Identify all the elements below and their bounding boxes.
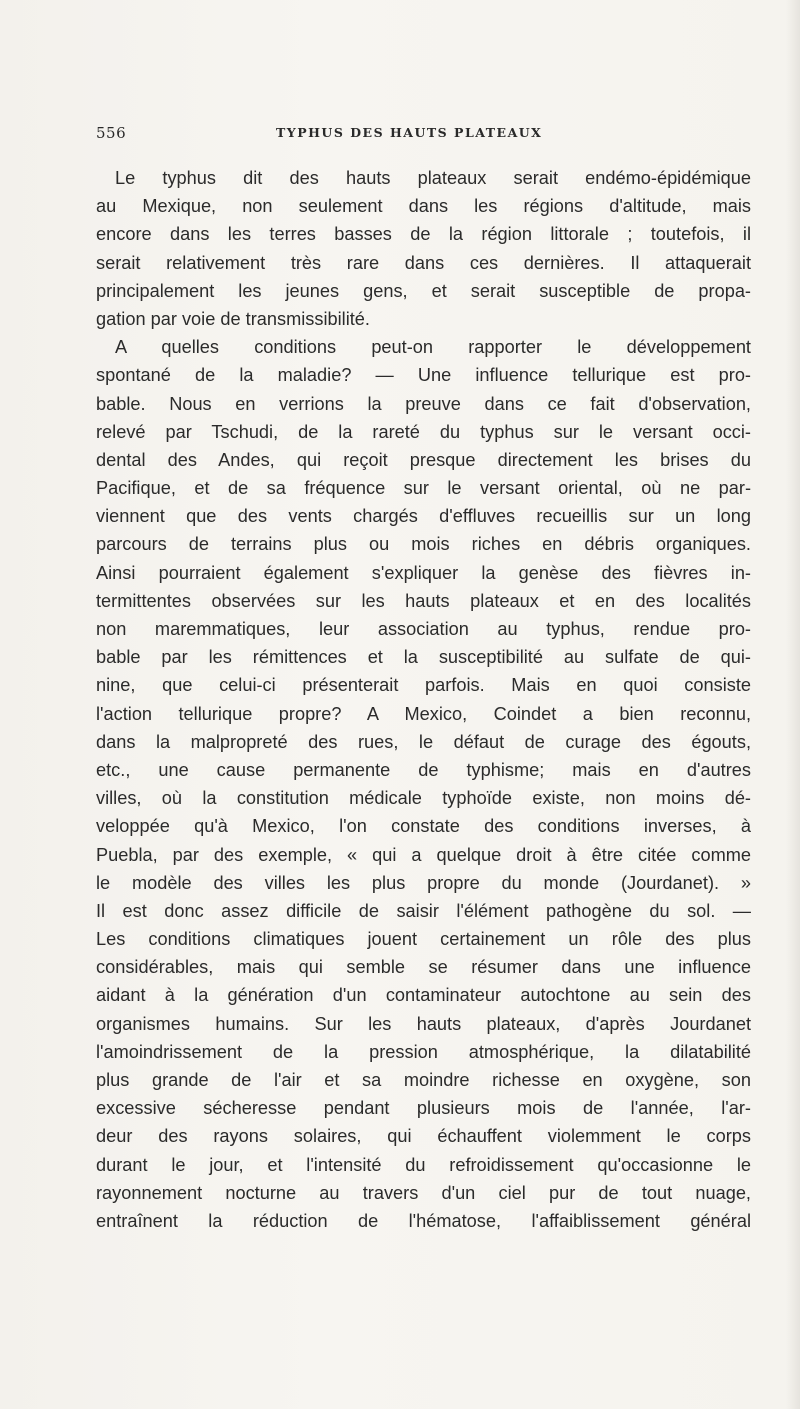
text-line: le modèle des villes les plus propre du monde (Jourdanet). » bbox=[96, 872, 751, 893]
running-title: TYPHUS DES HAUTS PLATEAUX bbox=[276, 125, 543, 140]
text-line: durant le jour, et l'intensité du refroidissement qu'occasionne le bbox=[96, 1154, 751, 1175]
text-line: villes, où la constitution médicale typhoïde existe, non moins dé- bbox=[96, 788, 751, 809]
text-line: considérables, mais qui semble se résumer dans une influence bbox=[96, 957, 751, 978]
text-line: Puebla, par des exemple, « qui a quelque droit à être citée comme bbox=[96, 844, 751, 865]
text-line: excessive sécheresse pendant plusieurs mois de l'année, l'ar- bbox=[96, 1098, 751, 1119]
text-line: viennent que des vents chargés d'effluves recueillis sur un long bbox=[96, 506, 751, 527]
text-line: dental des Andes, qui reçoit presque directement les brises du bbox=[96, 449, 751, 470]
text-line: veloppée qu'à Mexico, l'on constate des conditions inverses, à bbox=[96, 816, 751, 837]
text-line: aidant à la génération d'un contaminateur autochtone au sein des bbox=[96, 985, 751, 1006]
text-line: gation par voie de transmissibilité. bbox=[96, 308, 370, 329]
text-line: Le typhus dit des hauts plateaux serait endémo-épidémique bbox=[115, 168, 751, 188]
text-line: Les conditions climatiques jouent certainement un rôle des plus bbox=[96, 929, 751, 950]
text-line: A quelles conditions peut-on rapporter le développement bbox=[115, 337, 751, 358]
text-line: plus grande de l'air et sa moindre richesse en oxygène, son bbox=[96, 1070, 751, 1090]
text-line: relevé par Tschudi, de la rareté du typhus sur le versant occi- bbox=[96, 421, 751, 442]
text-line: principalement les jeunes gens, et serait susceptible de propa- bbox=[96, 280, 751, 301]
text-line: l'amoindrissement de la pression atmosphérique, la dilatabilité bbox=[96, 1041, 751, 1062]
text-line: Il est donc assez difficile de saisir l'élément pathogène du sol. — bbox=[96, 900, 751, 921]
text-line: dans la malpropreté des rues, le défaut de curage des égouts, bbox=[96, 731, 751, 752]
text-line: l'action tellurique propre? A Mexico, Coindet a bien reconnu, bbox=[96, 703, 751, 724]
text-line: bable. Nous en verrions la preuve dans ce fait d'observation, bbox=[96, 393, 751, 414]
text-line: serait relativement très rare dans ces dernières. Il attaquerait bbox=[96, 252, 751, 273]
text-line: Pacifique, et de sa fréquence sur le versant oriental, où ne par- bbox=[96, 478, 751, 499]
text-line: bable par les rémittences et la susceptibilité au sulfate de qui- bbox=[96, 647, 751, 668]
text-line: entraînent la réduction de l'hématose, l'affaiblissement général bbox=[96, 1210, 751, 1231]
text-line: encore dans les terres basses de la région littorale ; toutefois, il bbox=[96, 224, 751, 245]
text-line: nine, que celui-ci présenterait parfois. Mais en quoi consiste bbox=[96, 675, 751, 696]
text-line: etc., une cause permanente de typhisme; mais en d'autres bbox=[96, 759, 751, 780]
text-line: rayonnement nocturne au travers d'un ciel pur de tout nuage, bbox=[96, 1182, 751, 1203]
text-line: deur des rayons solaires, qui échauffent violemment le corps bbox=[96, 1126, 751, 1147]
text-line: Ainsi pourraient également s'expliquer la genèse des fièvres in- bbox=[96, 562, 751, 583]
page-header bbox=[96, 124, 751, 150]
body-text bbox=[96, 164, 751, 1235]
page-number: 556 bbox=[96, 124, 127, 142]
page-edge-shadow bbox=[786, 0, 800, 1409]
text-line: organismes humains. Sur les hauts plateaux, d'après Jourdanet bbox=[96, 1013, 751, 1034]
text-line: spontané de la maladie? — Une influence tellurique est pro- bbox=[96, 365, 751, 386]
text-line: non maremmatiques, leur association au typhus, rendue pro- bbox=[96, 619, 751, 639]
text-line: au Mexique, non seulement dans les régions d'altitude, mais bbox=[96, 196, 751, 217]
text-line: termittentes observées sur les hauts plateaux et en des localités bbox=[96, 590, 751, 611]
text-line: parcours de terrains plus ou mois riches en débris organiques. bbox=[96, 534, 751, 555]
